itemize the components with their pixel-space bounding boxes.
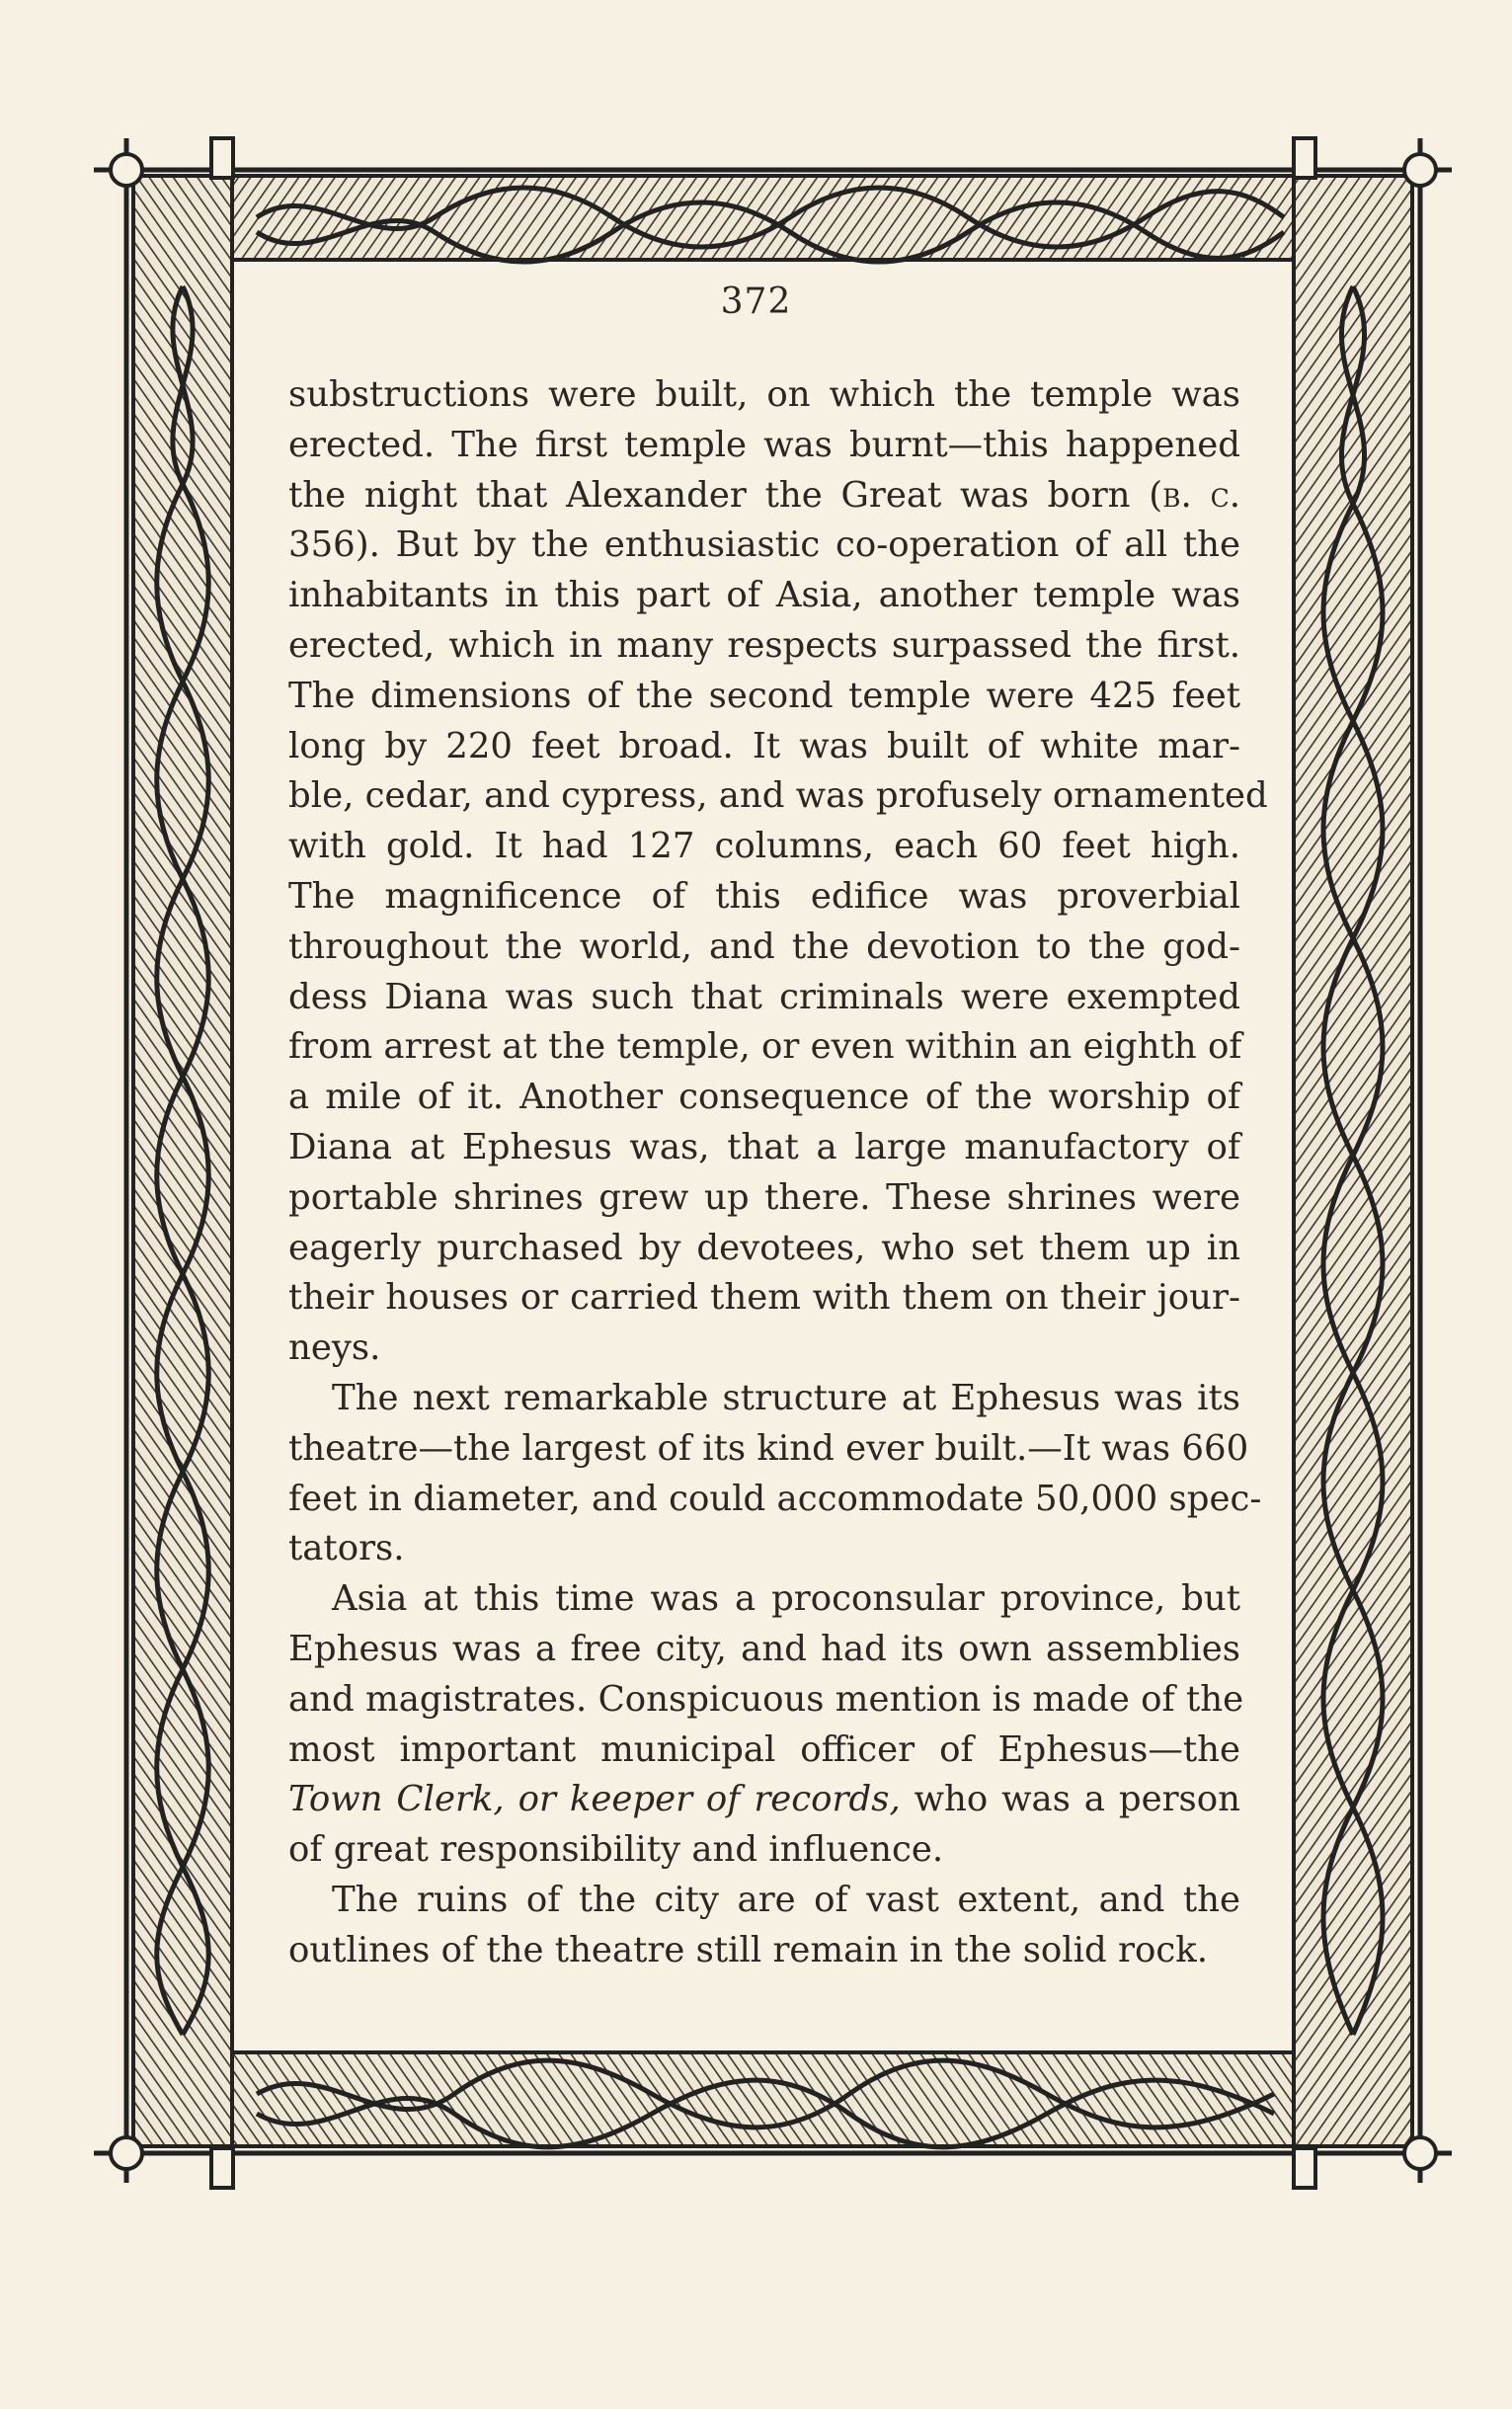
text-segment: from arrest at the temple, or even within an eighth of	[288, 1026, 1242, 1068]
text-segment: of great responsibility and influence.	[288, 1829, 944, 1871]
text-segment: outlines of the theatre still remain in the solid rock.	[288, 1929, 1209, 1970]
text-segment: feet in diameter, and could accommodate 50,000 spec-	[288, 1478, 1262, 1519]
text-segment: and magistrates. Conspicuous mention is made of the	[288, 1678, 1244, 1720]
text-segment: theatre—the largest of its kind ever built.—It was 660	[288, 1427, 1249, 1469]
text-line	[288, 872, 1240, 923]
text-line	[288, 1675, 1244, 1726]
text-line	[288, 1424, 1249, 1475]
text-line	[288, 521, 1240, 571]
text-line	[288, 1073, 1240, 1123]
text-line	[288, 722, 1240, 772]
text-segment: b. c.	[1162, 474, 1240, 516]
text-segment: The ruins of the city are of vast extent, and the	[332, 1879, 1240, 1920]
text-line	[288, 571, 1240, 621]
text-segment: eagerly purchased by devotees, who set them up in	[288, 1227, 1240, 1268]
text-segment: who was a person	[900, 1779, 1241, 1820]
text-line	[288, 1475, 1262, 1525]
text-line	[288, 1775, 1240, 1825]
text-segment: with gold. It had 127 columns, each 60 feet high.	[288, 826, 1240, 867]
text-segment: their houses or carried them with them on their jour-	[288, 1277, 1240, 1319]
text-segment: throughout the world, and the devotion to the god-	[288, 925, 1240, 967]
text-segment: dess Diana was such that criminals were exempted	[288, 976, 1240, 1017]
text-line	[288, 1123, 1240, 1173]
text-segment: substructions were built, on which the temple was	[288, 374, 1240, 415]
text-line	[288, 1876, 1240, 1926]
text-line	[288, 1224, 1240, 1274]
text-segment: a mile of it. Another consequence of the worship of	[288, 1077, 1240, 1118]
text-segment: most important municipal officer of Ephesus—the	[288, 1728, 1240, 1770]
text-line	[288, 471, 1240, 522]
text-line	[288, 771, 1268, 822]
text-line	[288, 973, 1240, 1023]
text-segment: tators.	[288, 1528, 405, 1569]
text-line	[288, 1273, 1240, 1324]
text-segment: erected, which in many respects surpassed the first.	[288, 624, 1240, 666]
text-segment: The dimensions of the second temple were 425 feet	[288, 675, 1240, 716]
text-segment: Diana at Ephesus was, that a large manufactory of	[288, 1126, 1240, 1167]
text-line	[288, 1524, 1240, 1574]
text-segment: Town Clerk, or keeper of records,	[288, 1779, 901, 1820]
text-line	[288, 621, 1240, 672]
text-segment: inhabitants in this part of Asia, another temple was	[288, 575, 1240, 616]
text-line	[288, 1022, 1240, 1073]
text-line	[288, 1324, 1240, 1374]
text-line	[288, 822, 1240, 872]
text-line	[288, 1825, 1240, 1876]
text-line	[288, 1726, 1240, 1776]
page-number: 372	[720, 281, 792, 322]
text-line	[288, 672, 1240, 722]
text-segment: neys.	[288, 1327, 381, 1369]
text-segment: 356). But by the enthusiastic co-operation of all the	[288, 524, 1240, 566]
text-line	[288, 421, 1240, 471]
text-segment: Asia at this time was a proconsular province, but	[332, 1578, 1240, 1620]
text-segment: erected. The first temple was burnt—this happened	[288, 424, 1240, 465]
text-line	[288, 1574, 1240, 1625]
text-line	[288, 370, 1240, 421]
text-line	[288, 1926, 1240, 1976]
text-line	[288, 1625, 1240, 1675]
text-line	[288, 923, 1240, 973]
text-segment: long by 220 feet broad. It was built of white mar-	[288, 725, 1240, 766]
body-text	[288, 370, 1268, 1976]
text-segment: Ephesus was a free city, and had its own assemblies	[288, 1628, 1240, 1669]
text-segment: The magnificence of this edifice was proverbial	[288, 875, 1240, 917]
text-segment: the night that Alexander the Great was born (	[288, 474, 1163, 516]
text-line	[288, 1374, 1240, 1424]
text-segment: ble, cedar, and cypress, and was profusely ornamented	[288, 775, 1268, 817]
text-segment: portable shrines grew up there. These shrines were	[288, 1176, 1240, 1218]
text-segment: The next remarkable structure at Ephesus was its	[332, 1377, 1240, 1418]
text-line	[288, 1173, 1240, 1224]
